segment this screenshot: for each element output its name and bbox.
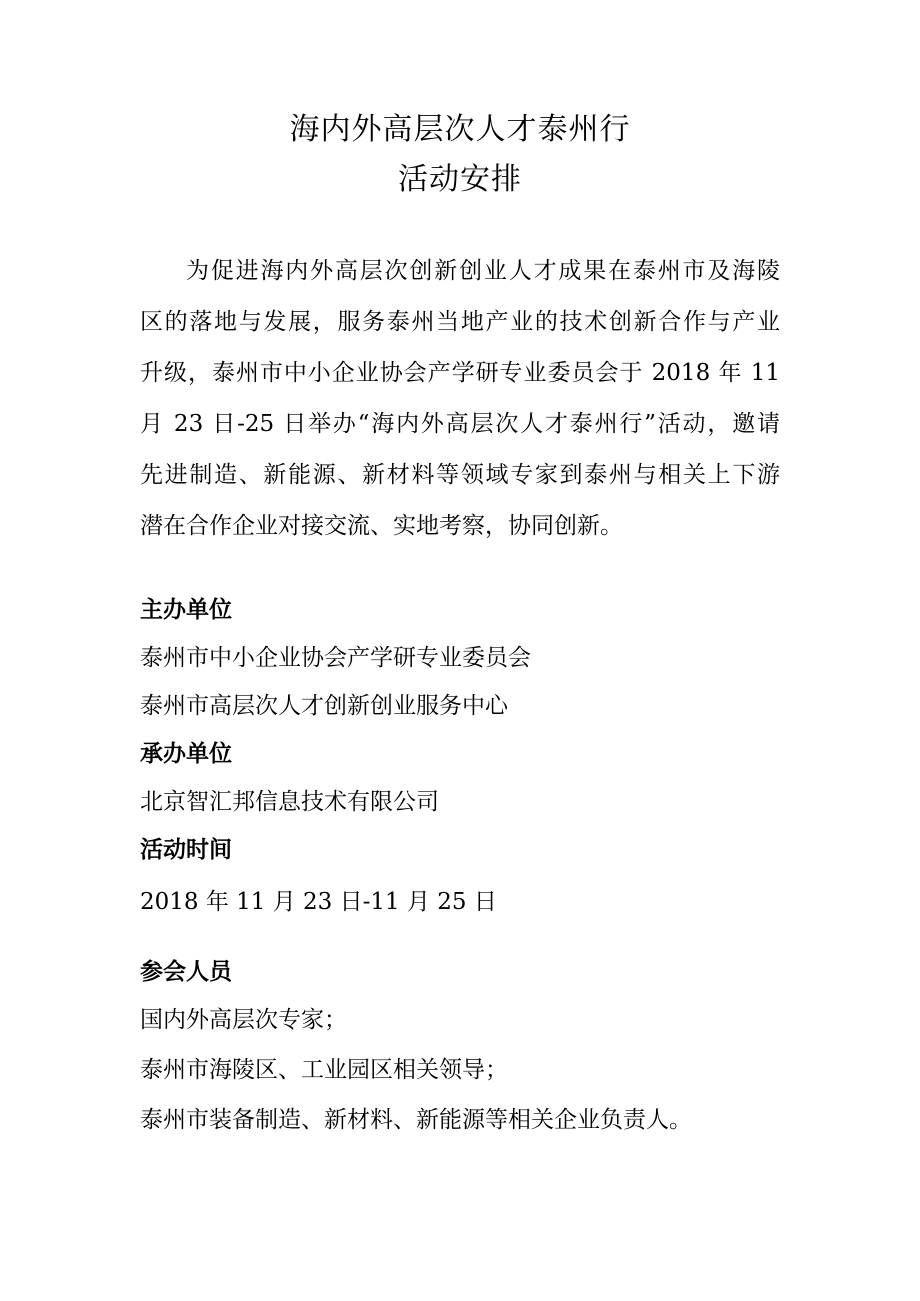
organizer-heading: 承办单位 — [140, 741, 232, 767]
document-subtitle: 活动安排 — [398, 162, 522, 197]
document-title: 海内外高层次人才泰州行 — [289, 112, 631, 147]
host-item: 泰州市中小企业协会产学研专业委员会 — [140, 645, 531, 671]
time-item: 2018 年 11 月 23 日-11 月 25 日 — [140, 889, 497, 915]
participant-item: 国内外高层次专家； — [140, 1007, 347, 1033]
organizer-item: 北京智汇邦信息技术有限公司 — [140, 789, 439, 815]
intro-line: 潜在合作企业对接交流、实地考察，协同创新。 — [140, 513, 623, 539]
participants-heading: 参会人员 — [140, 959, 232, 985]
host-item: 泰州市高层次人才创新创业服务中心 — [140, 693, 508, 719]
host-heading: 主办单位 — [140, 597, 232, 623]
time-heading: 活动时间 — [140, 837, 232, 863]
intro-line: 先进制造、新能源、新材料等领域专家到泰州与相关上下游 — [140, 462, 780, 488]
intro-paragraph — [140, 246, 780, 552]
participant-item: 泰州市装备制造、新材料、新能源等相关企业负责人。 — [140, 1107, 692, 1133]
intro-line: 月 23 日-25 日举办“海内外高层次人才泰州行”活动，邀请 — [140, 411, 780, 437]
intro-line: 升级，泰州市中小企业协会产学研专业委员会于 2018 年 11 — [140, 360, 780, 386]
intro-line: 区的落地与发展，服务泰州当地产业的技术创新合作与产业 — [140, 309, 780, 335]
intro-line: 为促进海内外高层次创新创业人才成果在泰州市及海陵 — [186, 258, 780, 284]
participant-item: 泰州市海陵区、工业园区相关领导； — [140, 1057, 508, 1083]
